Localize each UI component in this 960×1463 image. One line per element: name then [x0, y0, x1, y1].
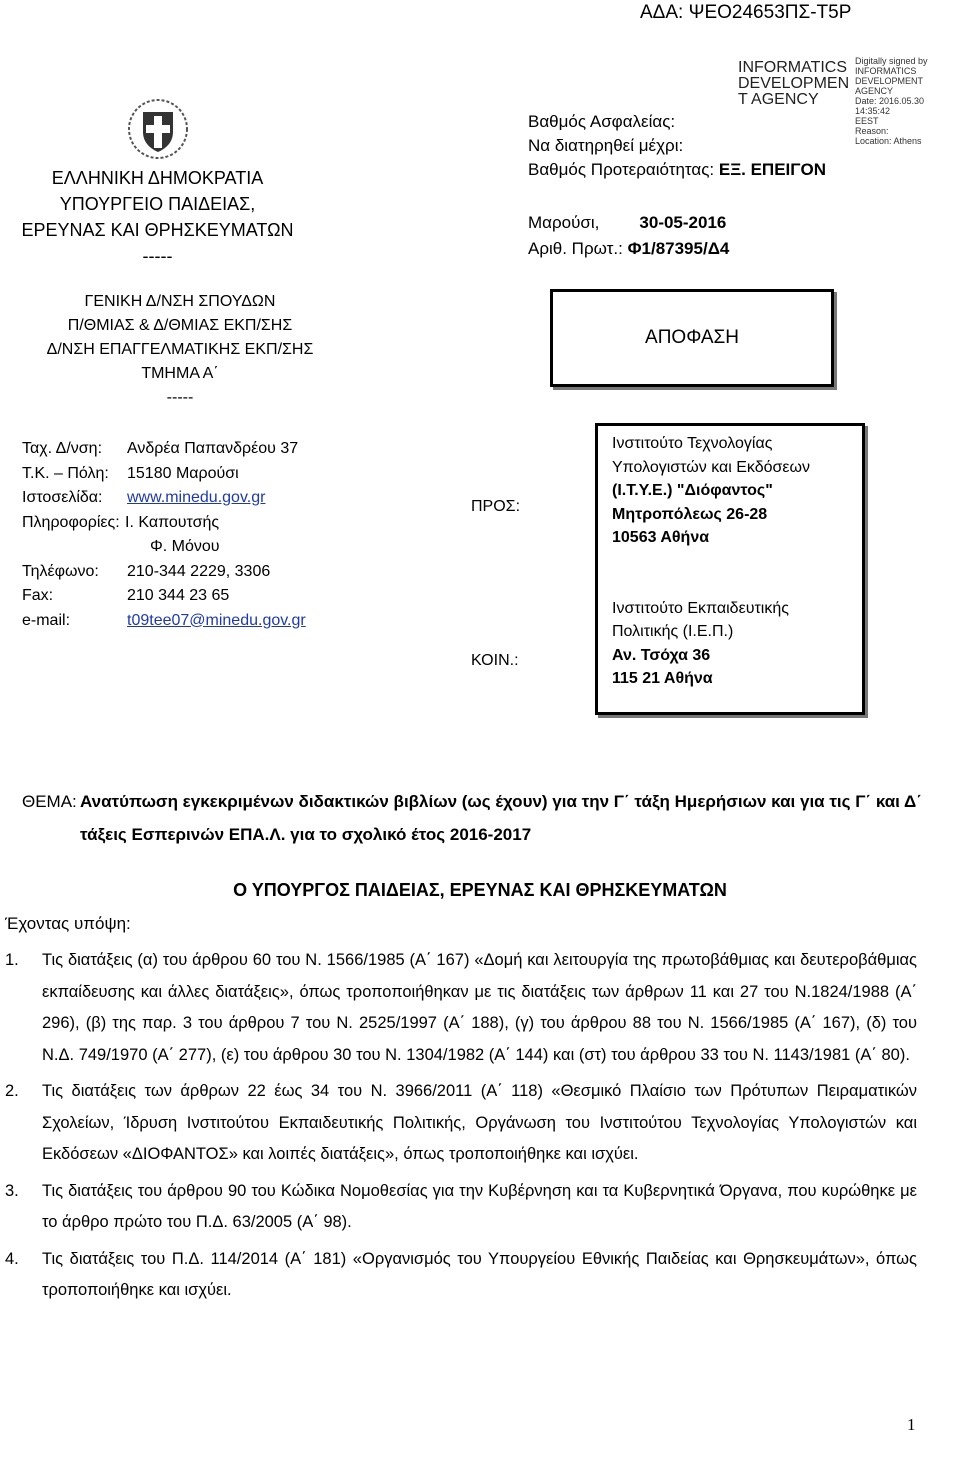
ministry-name-1: ΥΠΟΥΡΓΕΙΟ ΠΑΙΔΕΙΑΣ, — [59, 194, 256, 214]
digital-signature-name: INFORMATICS DEVELOPMEN T AGENCY — [738, 59, 850, 108]
list-item: 2. Τις διατάξεις των άρθρων 22 έως 34 του Ν. 3966/2011 (Α΄ 118) «Θεσμικό Πλαίσιο των Πρότυπων Πειραματικών Σχολείων, Ίδρυση Ινστιτούτου Εκπαιδευτικής Πολιτικής, Οργάνωση του Ινστιτούτου Τεχνολογίας Υπολογιστών και Εκδόσεων «ΔΙΟΦΑΝΤΟΣ» και λοιπές διατάξεις», όπως τροποποιήθηκε και ισχύει. — [5, 1082, 917, 1163]
info-person-2: Φ. Μόνου — [150, 538, 220, 555]
priority-value: ΕΞ. ΕΠΕΙΓΟΝ — [718, 160, 826, 179]
priority: Βαθμός Προτεραιότητας: ΕΞ. ΕΠΕΙΓΟΝ — [528, 160, 826, 179]
security-degree: Βαθμός Ασφαλείας: — [528, 112, 676, 131]
ministry-header — [20, 165, 295, 269]
decision-title-box — [550, 289, 834, 387]
considerations-list — [5, 945, 917, 1312]
department-header: ΓΕΝΙΚΗ Δ/ΝΣΗ ΣΠΟΥΔΩΝ Π/ΘΜΙΑΣ & Δ/ΘΜΙΑΣ ΕΚΠ/ΣΗΣ Δ/ΝΣΗ ΕΠΑΓΓΕΛΜΑΤΙΚΗΣ ΕΚΠ/ΣΗΣ ΤΜΗΜΑ Α΄ ----- — [46, 293, 314, 406]
city: 15180 Μαρούσι — [127, 464, 239, 482]
decision-title: ΑΠΟΦΑΣΗ — [645, 327, 739, 348]
digital-signature-meta: Digitally signed by INFORMATICS DEVELOPMENT AGENCY Date: 2016.05.30 14:35:42 EEST Reason: Location: Athens — [855, 56, 928, 146]
page-number: 1 — [907, 1415, 916, 1434]
keep-until: Να διατηρηθεί μέχρι: — [528, 136, 684, 155]
protocol-line: Αριθ. Πρωτ.: Φ1/87395/Δ4 — [528, 239, 730, 258]
greek-coat-of-arms-icon — [127, 98, 189, 160]
list-item: 1. Τις διατάξεις (α) του άρθρου 60 του Ν. 1566/1985 (Α΄ 167) «Δομή και λειτουργία της πρωτοβάθμιας και δευτεροβάθμιας εκπαίδευσης και άλλες διατάξεις», όπως τροποποιήθηκαν με τις διατάξεις των άρθρων 11 και 27 του Ν.1824/1988 (Α΄ 296), (β) της παρ. 3 του άρθρου 7 του Ν. 2525/1997 (Α΄ 188), (γ) του άρθρου 88 του Ν. 1566/1985 (Α΄ 167), (δ) του Ν.Δ. 749/1970 (Α΄ 277), (ε) του άρθρου 30 του Ν. 1304/1982 (Α΄ 144) και (στ) του άρθρου 33 του Ν. 1143/1981 (Α΄ 80). — [5, 951, 917, 1064]
info-person-1: Ι. Καπουτσής — [125, 513, 220, 531]
protocol-number: Φ1/87395/Δ4 — [627, 239, 730, 258]
separator: ----- — [142, 246, 173, 266]
address: Ανδρέα Παπανδρέου 37 — [127, 440, 299, 457]
phone: 210-344 2229, 3306 — [127, 562, 271, 580]
ada-code: ΑΔΑ: ΨΕΟ24653ΠΣ-Τ5Ρ — [640, 2, 852, 23]
website-link[interactable]: www.minedu.gov.gr — [127, 489, 266, 506]
list-item: 4. Τις διατάξεις του Π.Δ. 114/2014 (Α΄ 181) «Οργανισμός του Υπουργείου Εθνικής Παιδείας και Θρησκευμάτων», όπως τροποποιήθηκε και ισχύει. — [5, 1249, 917, 1299]
subject-label: ΘΕΜΑ: — [22, 792, 77, 811]
email-link[interactable]: t09tee07@minedu.gov.gr — [127, 611, 306, 629]
date-line: Μαρούσι, 30-05-2016 — [528, 213, 727, 232]
subject-text: Ανατύπωση εγκεκριμένων διδακτικών βιβλίων (ως έχουν) για την Γ΄ τάξη Ημερήσιων και για τις Γ΄ και Δ΄ τάξεις Εσπερινών ΕΠΑ.Λ. για το σχολικό έτος 2016-2017 — [80, 792, 922, 844]
date-protocol-block — [528, 210, 729, 262]
fax: 210 344 23 65 — [127, 587, 230, 604]
cc-label: ΚΟΙΝ.: — [471, 652, 519, 669]
list-item: 3. Τις διατάξεις του άρθρου 90 του Κώδικα Νομοθεσίας για την Κυβέρνηση και τα Κυβερνητικά Όργανα, που κυρώθηκε με το άρθρο πρώτο του Π.Δ. 63/2005 (Α΄ 98). — [5, 1181, 917, 1231]
subject — [22, 785, 952, 851]
minister-heading: Ο ΥΠΟΥΡΓΟΣ ΠΑΙΔΕΙΑΣ, ΕΡΕΥΝΑΣ ΚΑΙ ΘΡΗΣΚΕΥΜΑΤΩΝ — [233, 880, 727, 900]
country-name: ΕΛΛΗΝΙΚΗ ΔΗΜΟΚΡΑΤΙΑ — [51, 168, 264, 188]
document-date: 30-05-2016 — [639, 213, 727, 232]
to-label: ΠΡΟΣ: — [471, 498, 521, 515]
recipients-box: Ινστιτούτο Τεχνολογίας Υπολογιστών και Εκδόσεων (Ι.Τ.Υ.Ε.) "Διόφαντος" Μητροπόλεως 26-28 10563 Αθήνα Ινστιτούτο Εκπαιδευτικής Πολιτικής (Ι.Ε.Π.) Αν. Τσόχα 36 115 21 Αθήνα — [595, 423, 865, 715]
ministry-name-2: ΕΡΕΥΝΑΣ ΚΑΙ ΘΡΗΣΚΕΥΜΑΤΩΝ — [21, 220, 294, 240]
security-block — [528, 110, 826, 182]
having-regard: Έχοντας υπόψη: — [5, 914, 131, 933]
